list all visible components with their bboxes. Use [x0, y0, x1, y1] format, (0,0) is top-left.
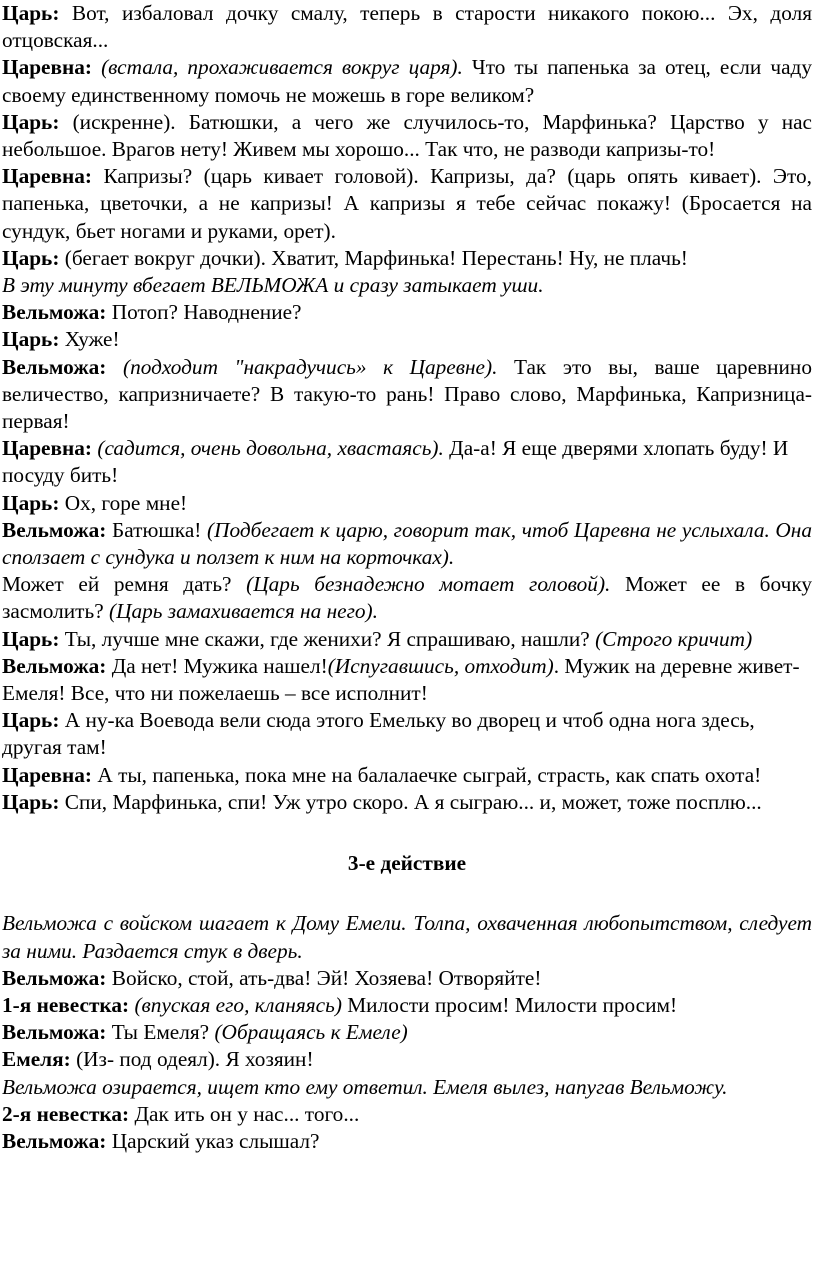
- speech-text: (Из- под одеял). Я хозяин!: [76, 1047, 314, 1072]
- act-heading: 3-е действие: [347, 851, 467, 876]
- speech-text: (искренне). Батюшки, а чего же случилось-то, Марфинька? Царство у нас небольшое. Врагов нету! Живем мы хорошо... Так что, не разводи капризы-то!: [2, 109, 812, 162]
- speech-text: Так это вы, ваше царевнино величество, капризничаете? В такую-то рань! Право слово, Марфинька, Капризница-первая!: [2, 354, 812, 434]
- stage-direction: (Строго кричит): [595, 626, 753, 651]
- line: [2, 517, 812, 571]
- speaker: Царь:: [2, 109, 60, 134]
- speaker: Вельможа:: [2, 653, 107, 678]
- stage-direction-line: Вельможа с войском шагает к Дому Емели. Толпа, охваченная любопытством, следует за ними. Раздается стук в дверь.: [2, 911, 812, 963]
- speech-text: Ты Емеля?: [111, 1020, 215, 1045]
- line: [2, 1046, 812, 1073]
- speech-text: Ты, лучше мне скажи, где женихи? Я спрашиваю, нашли?: [64, 626, 596, 651]
- speech-text: Что ты папенька за отец, если чаду своему единственному помочь не можешь в горе великом?: [2, 55, 812, 107]
- line: [2, 354, 812, 436]
- stage-direction: (впуская его, кланяясь): [134, 992, 342, 1017]
- speaker: 1-я невестка:: [2, 992, 130, 1017]
- line: [2, 653, 812, 707]
- line: [2, 326, 812, 353]
- stage-direction: (встала, прохаживается вокруг царя).: [101, 55, 463, 80]
- speech-text: . Мужик на деревне живет- Емеля! Все, что ни пожелаешь – все исполнит!: [2, 653, 800, 706]
- speech-text: Дак ить он у нас... того...: [134, 1101, 360, 1126]
- line: [2, 490, 812, 517]
- line: [2, 0, 812, 54]
- line: [2, 1101, 812, 1128]
- line: [2, 762, 812, 789]
- speech-text: Да нет! Мужика нашел!: [111, 653, 328, 678]
- speech-text: Хуже!: [64, 327, 120, 352]
- stage-direction-line: В эту минуту вбегает ВЕЛЬМОЖА и сразу затыкает уши.: [2, 273, 544, 298]
- line: [2, 965, 812, 992]
- speaker: Царевна:: [2, 55, 93, 80]
- speaker: Царь:: [2, 789, 60, 814]
- speech-text: Спи, Марфинька, спи! Уж утро скоро. А я сыграю... и, может, тоже посплю...: [64, 789, 762, 814]
- speech-text: А ну-ка Воевода вели сюда этого Емельку во дворец и чтоб одна нога здесь, другая там!: [2, 708, 755, 760]
- speech-text: Батюшка!: [112, 517, 207, 542]
- stage-direction: (Царь безнадежно мотает головой).: [246, 572, 611, 597]
- stage-direction: (Обращаясь к Емеле): [214, 1020, 408, 1045]
- line: [2, 109, 812, 163]
- stage-direction-line: Вельможа озирается, ищет кто ему ответил. Емеля вылез, напугав Вельможу.: [2, 1074, 728, 1099]
- speech-text: Милости просим! Милости просим!: [341, 992, 678, 1017]
- speech-text: А ты, папенька, пока мне на балалаечке сыграй, страсть, как спать охота!: [97, 762, 762, 787]
- speaker: Царевна:: [2, 164, 93, 189]
- speech-text: Потоп? Наводнение?: [111, 300, 302, 325]
- speech-text: Царский указ слышал?: [111, 1128, 320, 1153]
- line: [2, 435, 812, 489]
- line: [2, 163, 812, 245]
- stage-direction: (Подбегает к царю, говорит так, чтоб Царевна не услыхала. Она сползает с сундука и ползет к ним на корточках).: [2, 517, 813, 570]
- speaker: Емеля:: [2, 1047, 71, 1072]
- speaker: Вельможа:: [2, 300, 107, 325]
- speech-text: Ох, горе мне!: [64, 490, 188, 515]
- stage-direction: (подходит "накрадучись» к Царевне).: [122, 354, 498, 379]
- speaker: Царь:: [2, 626, 60, 651]
- stage-direction: (садится, очень довольна, хвастаясь).: [97, 436, 444, 461]
- speech-text: Войско, стой, ать-два! Эй! Хозяева! Отворяйте!: [111, 965, 542, 990]
- speech-text: Да-а! Я еще дверями хлопать буду! И посуду бить!: [2, 436, 789, 488]
- speaker: Вельможа:: [2, 1128, 107, 1153]
- speech-text: Вот, избаловал дочку смалу, теперь в старости никакого покою... Эх, доля отцовская...: [2, 1, 812, 53]
- speaker: Царевна:: [2, 436, 93, 461]
- speaker: Вельможа:: [2, 1020, 107, 1045]
- speech-text: (бегает вокруг дочки). Хватит, Марфинька! Перестань! Ну, не плачь!: [64, 245, 688, 270]
- speaker: Царь:: [2, 245, 60, 270]
- speaker: Вельможа:: [2, 354, 107, 379]
- script-block-act-3: [2, 910, 812, 1155]
- speaker: Царь:: [2, 327, 60, 352]
- speaker: Царь:: [2, 490, 60, 515]
- line: [2, 992, 812, 1019]
- line: [2, 707, 812, 761]
- line: [2, 54, 812, 108]
- speech-text: Может ей ремня дать?: [2, 572, 247, 597]
- stage-direction: (Испугавшись, отходит): [327, 653, 554, 678]
- line: [2, 789, 812, 816]
- speaker: Царь:: [2, 1, 60, 25]
- speaker: Вельможа:: [2, 517, 107, 542]
- speaker: 2-я невестка:: [2, 1101, 130, 1126]
- speaker: Царь:: [2, 708, 60, 733]
- line: [2, 571, 812, 625]
- line: [2, 626, 812, 653]
- stage-direction: (Царь замахивается на него).: [108, 599, 378, 624]
- speech-text: Капризы? (царь кивает головой). Капризы, да? (царь опять кивает). Это, папенька, цветочки, а не капризы! А капризы я тебе сейчас покажу! (Бросается на сундук, бьет ногами и руками, орет).: [2, 164, 812, 243]
- line: [2, 299, 812, 326]
- speaker: Царевна:: [2, 762, 93, 787]
- line: [2, 1128, 812, 1155]
- line: [2, 1019, 812, 1046]
- script-block-act-2: [2, 0, 812, 816]
- speech-text: Может ее в бочку засмолить?: [2, 572, 813, 624]
- speaker: Вельможа:: [2, 965, 107, 990]
- line: [2, 245, 812, 272]
